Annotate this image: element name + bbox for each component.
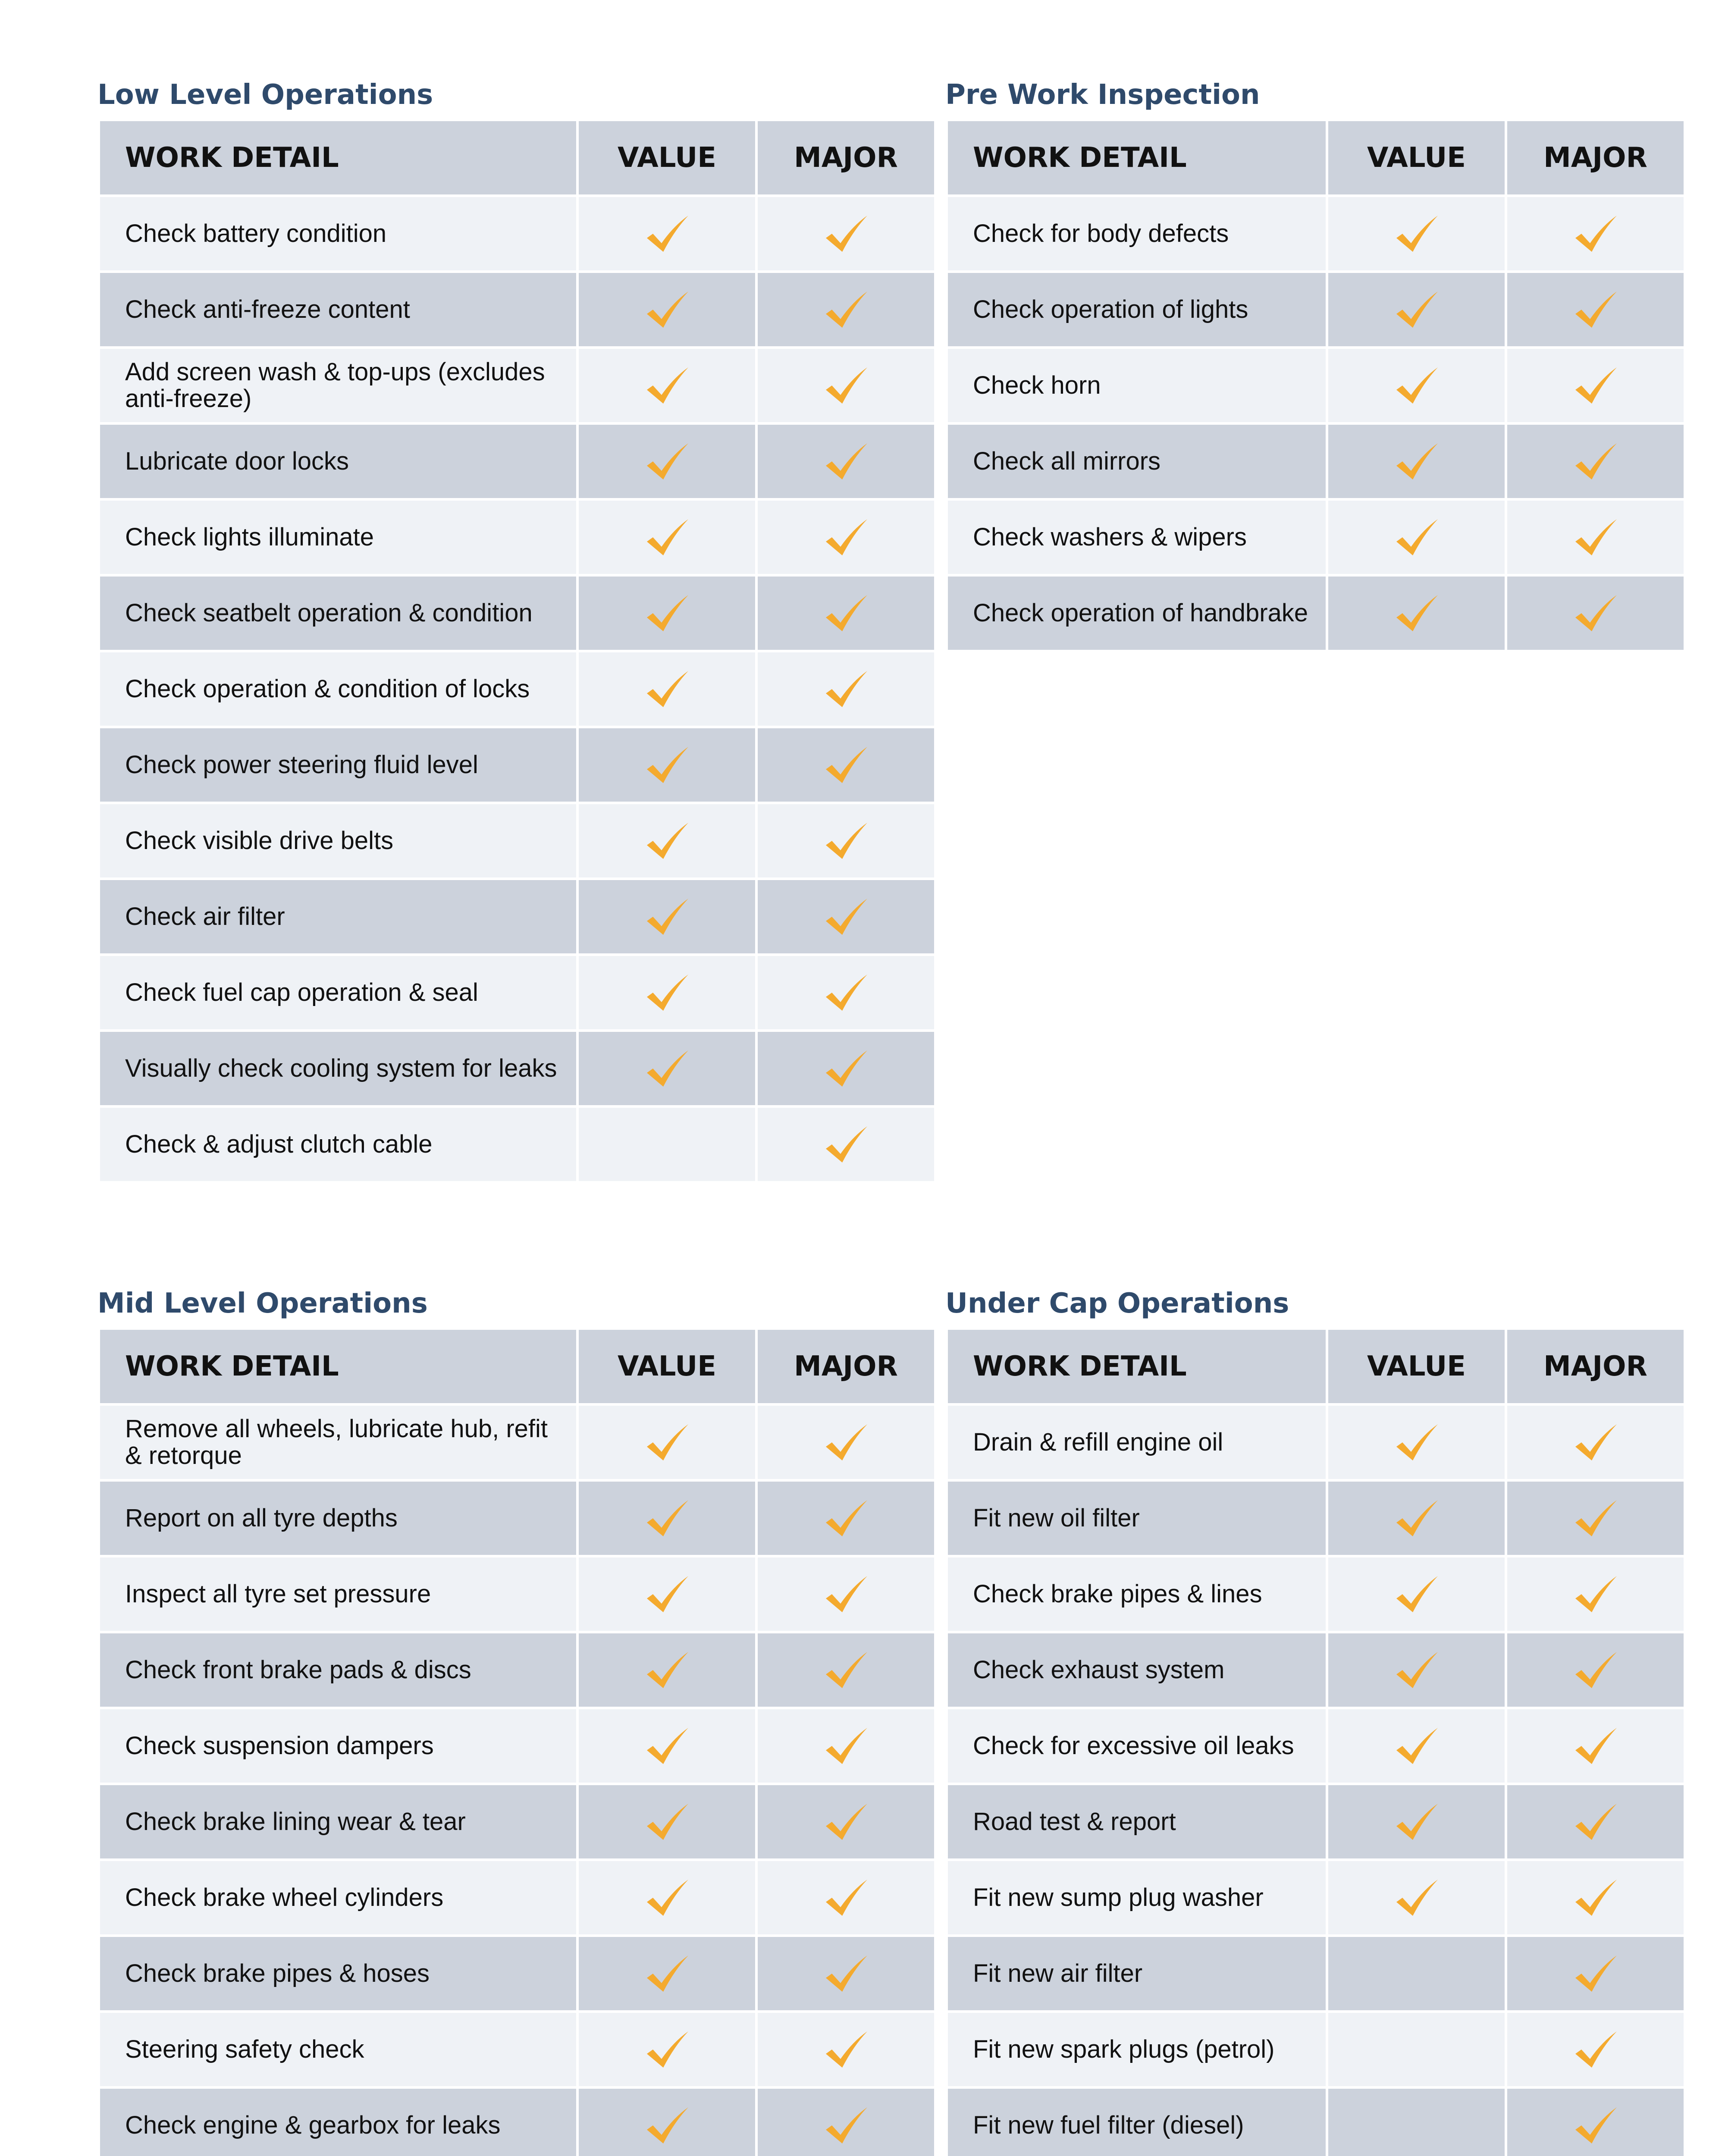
work-detail-cell: Fit new air filter [947,1936,1327,2012]
table-row [947,196,1685,272]
value-cell [577,1632,756,1708]
table-row [99,2087,935,2156]
value-cell [1327,2087,1506,2156]
checkmark-icon [643,365,691,406]
major-cell [756,2087,935,2156]
checkmark-icon [1393,1498,1440,1539]
major-header: MAJOR [1506,120,1685,196]
major-cell [1506,423,1685,499]
work-detail-cell: Check brake wheel cylinders [99,1860,577,1936]
checkmark-icon [643,820,691,862]
checkmark-icon [822,2105,870,2146]
value-cell [577,499,756,575]
table-row [99,1106,935,1182]
checkmark-icon [1393,1422,1440,1463]
work-detail-header: WORK DETAIL [99,1329,577,1404]
major-cell [756,803,935,879]
value-header: VALUE [577,120,756,196]
table-row [99,1480,935,1556]
checkmark-icon [1393,1573,1440,1615]
checkmark-icon [643,1953,691,1994]
work-detail-cell: Fit new fuel filter (diesel) [947,2087,1327,2156]
table-row [99,1784,935,1860]
checkmark-icon [1572,1801,1619,1843]
major-cell [1506,2087,1685,2156]
section-pre-work [945,71,1684,652]
value-cell [1327,196,1506,272]
major-cell [756,651,935,727]
table-row [947,1480,1685,1556]
value-cell [1327,1784,1506,1860]
checkmark-icon [643,2105,691,2146]
value-cell [577,2012,756,2087]
checkmark-icon [1572,1649,1619,1691]
checkmark-icon [1393,1877,1440,1918]
checkmark-icon [1572,2029,1619,2070]
major-cell [756,1708,935,1784]
work-detail-cell: Check operation & condition of locks [99,651,577,727]
checkmark-icon [1393,517,1440,558]
table-row [99,803,935,879]
major-cell [1506,272,1685,348]
table-row [947,272,1685,348]
work-detail-cell: Check anti-freeze content [99,272,577,348]
major-cell [1506,196,1685,272]
value-cell [1327,348,1506,423]
work-detail-header: WORK DETAIL [947,120,1327,196]
value-cell [577,1031,756,1106]
checkmark-icon [643,744,691,786]
work-detail-cell: Check suspension dampers [99,1708,577,1784]
major-cell [756,1784,935,1860]
major-cell [756,1031,935,1106]
work-detail-cell: Check for excessive oil leaks [947,1708,1327,1784]
value-cell [1327,423,1506,499]
value-cell [1327,1936,1506,2012]
work-detail-cell: Check exhaust system [947,1632,1327,1708]
work-detail-cell: Check brake pipes & hoses [99,1936,577,2012]
checkmark-icon [643,972,691,1013]
work-detail-cell: Fit new spark plugs (petrol) [947,2012,1327,2087]
value-cell [577,727,756,803]
table-row [99,348,935,423]
major-cell [1506,1860,1685,1936]
table-row [99,196,935,272]
checkmark-icon [822,2029,870,2070]
value-cell [1327,1860,1506,1936]
checkmark-icon [1572,1573,1619,1615]
work-detail-cell: Check battery condition [99,196,577,272]
table-row [947,1936,1685,2012]
checkmark-icon [822,365,870,406]
major-cell [756,879,935,955]
mid-level-table [97,1327,937,2156]
value-cell [577,2087,756,2156]
major-cell [1506,2012,1685,2087]
section-title: Mid Level Operations [97,1288,428,1319]
value-cell [577,879,756,955]
major-header: MAJOR [1506,1329,1685,1404]
checkmark-icon [1572,592,1619,634]
table-row [947,423,1685,499]
major-cell [756,272,935,348]
table-row [99,1556,935,1632]
major-cell [1506,1632,1685,1708]
work-detail-cell: Check front brake pads & discs [99,1632,577,1708]
work-detail-cell: Check all mirrors [947,423,1327,499]
checkmark-icon [822,441,870,482]
work-detail-cell: Add screen wash & top-ups (excludes anti-freeze) [99,348,577,423]
checkmark-icon [822,1801,870,1843]
major-cell [756,1936,935,2012]
major-cell [1506,1784,1685,1860]
value-cell [1327,2012,1506,2087]
table-header-row [99,120,935,196]
major-cell [756,955,935,1031]
checkmark-icon [822,972,870,1013]
under-cap-table [945,1327,1686,2156]
work-detail-cell: Visually check cooling system for leaks [99,1031,577,1106]
section-low-level [97,71,934,1184]
work-detail-cell: Fit new oil filter [947,1480,1327,1556]
work-detail-cell: Inspect all tyre set pressure [99,1556,577,1632]
checkmark-icon [643,1649,691,1691]
value-cell [577,1860,756,1936]
checkmark-icon [1393,441,1440,482]
table-row [99,955,935,1031]
major-cell [1506,499,1685,575]
table-row [99,499,935,575]
checkmark-icon [822,1877,870,1918]
major-cell [756,1860,935,1936]
major-cell [756,423,935,499]
major-cell [756,727,935,803]
value-header: VALUE [577,1329,756,1404]
value-cell [577,955,756,1031]
table-row [947,1784,1685,1860]
work-detail-header: WORK DETAIL [947,1329,1327,1404]
major-cell [1506,1556,1685,1632]
checkmark-icon [822,896,870,937]
work-detail-cell: Check & adjust clutch cable [99,1106,577,1182]
value-cell [577,348,756,423]
pre-work-table [945,119,1686,652]
table-header-row [99,1329,935,1404]
value-cell [1327,1480,1506,1556]
major-cell [756,1480,935,1556]
value-cell [577,1556,756,1632]
value-cell [1327,1404,1506,1480]
work-detail-cell: Drain & refill engine oil [947,1404,1327,1480]
work-detail-cell: Check brake pipes & lines [947,1556,1327,1632]
value-cell [1327,575,1506,651]
checkmark-icon [1572,2105,1619,2146]
checkmark-icon [1572,1422,1619,1463]
work-detail-cell: Check engine & gearbox for leaks [99,2087,577,2156]
table-row [99,727,935,803]
work-detail-cell: Check air filter [99,879,577,955]
work-detail-cell: Check fuel cap operation & seal [99,955,577,1031]
checkmark-icon [822,1649,870,1691]
checkmark-icon [1572,1498,1619,1539]
table-header-row [947,120,1685,196]
section-under-cap [945,1280,1684,2156]
checkmark-icon [643,1801,691,1843]
checkmark-icon [643,668,691,710]
checkmark-icon [822,668,870,710]
value-cell [577,423,756,499]
work-detail-cell: Check for body defects [947,196,1327,272]
value-cell [577,1784,756,1860]
checkmark-icon [1572,1725,1619,1767]
value-cell [577,1404,756,1480]
value-cell [1327,1708,1506,1784]
checkmark-icon [1572,213,1619,254]
major-cell [1506,1404,1685,1480]
table-row [947,2012,1685,2087]
checkmark-icon [643,517,691,558]
work-detail-cell: Check operation of handbrake [947,575,1327,651]
table-row [947,1404,1685,1480]
table-row [947,2087,1685,2156]
work-detail-cell: Fit new sump plug washer [947,1860,1327,1936]
checkmark-icon [822,1573,870,1615]
value-cell [577,1936,756,2012]
table-row [99,1031,935,1106]
checkmark-icon [1393,289,1440,330]
work-detail-cell: Steering safety check [99,2012,577,2087]
work-detail-cell: Report on all tyre depths [99,1480,577,1556]
major-cell [756,575,935,651]
value-cell [577,1480,756,1556]
checkmark-icon [822,1725,870,1767]
checkmark-icon [1572,1953,1619,1994]
table-header-row [947,1329,1685,1404]
major-cell [756,1556,935,1632]
work-detail-cell: Check lights illuminate [99,499,577,575]
table-row [99,575,935,651]
checkmark-icon [1393,1649,1440,1691]
checkmark-icon [643,1877,691,1918]
checkmark-icon [822,1124,870,1165]
checkmark-icon [643,592,691,634]
checkmark-icon [643,2029,691,2070]
table-row [99,423,935,499]
major-cell [756,196,935,272]
major-cell [756,1632,935,1708]
work-detail-cell: Check horn [947,348,1327,423]
checkmark-icon [643,1498,691,1539]
low-level-table [97,119,937,1184]
table-row [99,272,935,348]
table-row [947,1860,1685,1936]
table-row [99,1708,935,1784]
table-row [99,1404,935,1480]
checkmark-icon [822,820,870,862]
checkmark-icon [643,289,691,330]
checkmark-icon [822,517,870,558]
major-cell [1506,1936,1685,2012]
checkmark-icon [1572,1877,1619,1918]
checkmark-icon [822,1048,870,1089]
checkmark-icon [643,1573,691,1615]
checkmark-icon [1393,213,1440,254]
checkmark-icon [1393,592,1440,634]
work-detail-cell: Check brake lining wear & tear [99,1784,577,1860]
checkmark-icon [1393,1725,1440,1767]
checkmark-icon [1393,1801,1440,1843]
major-cell [756,348,935,423]
major-cell [1506,575,1685,651]
table-row [947,499,1685,575]
value-header: VALUE [1327,120,1506,196]
value-cell [577,651,756,727]
work-detail-cell: Remove all wheels, lubricate hub, refit & retorque [99,1404,577,1480]
major-header: MAJOR [756,120,935,196]
value-cell [577,1106,756,1182]
checkmark-icon [822,213,870,254]
value-cell [577,272,756,348]
work-detail-cell: Check washers & wipers [947,499,1327,575]
major-cell [756,1106,935,1182]
value-cell [577,575,756,651]
checkmark-icon [1572,365,1619,406]
checkmark-icon [822,1422,870,1463]
work-detail-cell: Check visible drive belts [99,803,577,879]
value-header: VALUE [1327,1329,1506,1404]
work-detail-cell: Check seatbelt operation & condition [99,575,577,651]
section-mid-level [97,1280,934,2156]
work-detail-cell: Check operation of lights [947,272,1327,348]
major-header: MAJOR [756,1329,935,1404]
major-cell [756,1404,935,1480]
work-detail-cell: Lubricate door locks [99,423,577,499]
checkmark-icon [822,289,870,330]
section-title: Under Cap Operations [945,1288,1289,1319]
checkmark-icon [643,896,691,937]
value-cell [1327,499,1506,575]
checkmark-icon [822,1498,870,1539]
major-cell [756,2012,935,2087]
checkmark-icon [1393,365,1440,406]
major-cell [1506,1708,1685,1784]
value-cell [577,1708,756,1784]
table-row [99,1936,935,2012]
value-cell [1327,1632,1506,1708]
work-detail-header: WORK DETAIL [99,120,577,196]
table-row [947,1556,1685,1632]
table-row [947,575,1685,651]
section-title: Low Level Operations [97,79,433,111]
value-cell [1327,1556,1506,1632]
major-cell [1506,348,1685,423]
checkmark-icon [1572,289,1619,330]
major-cell [756,499,935,575]
work-detail-cell: Road test & report [947,1784,1327,1860]
checkmark-icon [822,592,870,634]
table-row [947,1632,1685,1708]
checkmark-icon [1572,441,1619,482]
table-row [99,1860,935,1936]
checkmark-icon [643,1725,691,1767]
value-cell [1327,272,1506,348]
checkmark-icon [822,744,870,786]
value-cell [577,196,756,272]
value-cell [577,803,756,879]
checkmark-icon [1572,517,1619,558]
work-detail-cell: Check power steering fluid level [99,727,577,803]
checkmark-icon [643,213,691,254]
checkmark-icon [643,1048,691,1089]
table-row [99,879,935,955]
table-row [947,348,1685,423]
table-row [947,1708,1685,1784]
table-row [99,1632,935,1708]
checkmark-icon [822,1953,870,1994]
checkmark-icon [643,1422,691,1463]
checkmark-icon [643,441,691,482]
table-row [99,651,935,727]
major-cell [1506,1480,1685,1556]
table-row [99,2012,935,2087]
section-title: Pre Work Inspection [945,79,1260,111]
